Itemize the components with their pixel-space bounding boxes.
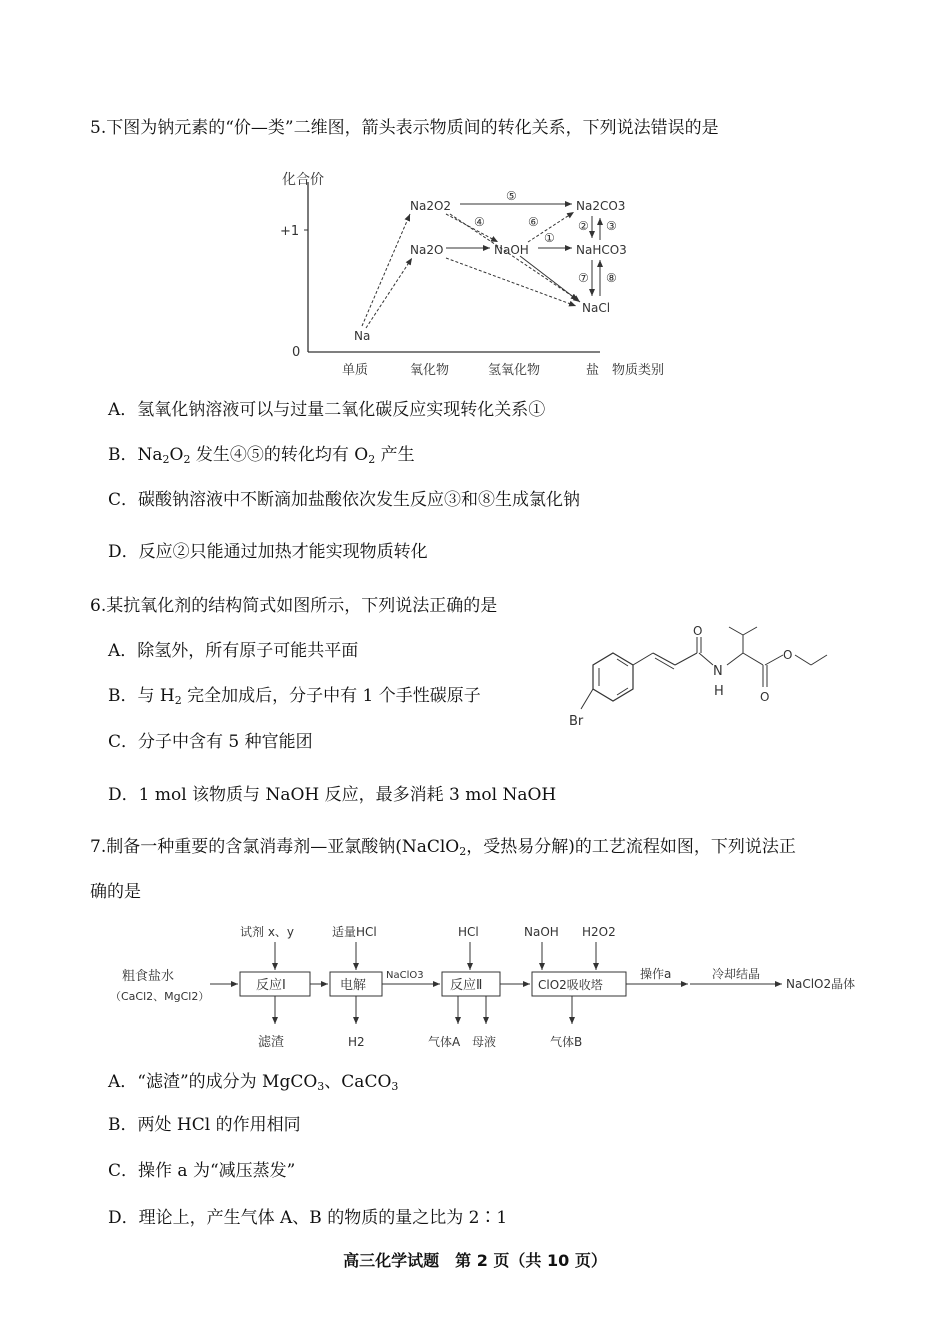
- q7-option-a: A．“滤渣”的成分为 MgCO$_3$、CaCO$_3$: [108, 1072, 399, 1093]
- q5-valence-class-diagram: [270, 162, 690, 382]
- flow-hcl: HCl: [458, 925, 479, 939]
- flow-reagent-xy: 试剂 x、y: [240, 925, 295, 939]
- q5-option-c: C．碳酸钠溶液中不断滴加盐酸依次发生反应③和⑧生成氯化钠: [108, 490, 581, 510]
- flow-h2o2: H2O2: [582, 925, 616, 939]
- species-naoh: NaOH: [494, 243, 529, 257]
- flow-naoh: NaOH: [524, 925, 559, 939]
- page-footer: 高三化学试题 第 2 页（共 10 页）: [343, 1251, 607, 1270]
- q5-option-a: A．氢氧化钠溶液可以与过量二氧化碳反应实现转化关系①: [108, 400, 546, 420]
- label-r7: ⑦: [578, 271, 589, 285]
- label-r2: ②: [578, 219, 589, 233]
- label-r1: ①: [544, 231, 555, 245]
- q7-process-flowchart: [110, 920, 890, 1060]
- species-nacl: NaCl: [582, 301, 611, 315]
- atom-n: N: [713, 664, 723, 679]
- flow-cooling: 冷却结晶: [712, 967, 761, 981]
- flow-box-absorber: ClO2吸收塔: [538, 978, 603, 992]
- atom-br: Br: [569, 714, 584, 729]
- flow-product: NaClO2晶体: [786, 977, 856, 991]
- q6-option-d: D．1 mol 该物质与 NaOH 反应，最多消耗 3 mol NaOH: [108, 785, 557, 805]
- q6-stem: 6.某抗氧化剂的结构简式如图所示，下列说法正确的是: [90, 596, 498, 616]
- atom-o1: O: [693, 625, 703, 638]
- flow-out-gas-a: 气体A: [428, 1035, 461, 1049]
- q7-option-d: D．理论上，产生气体 A、B 的物质的量之比为 2∶1: [108, 1208, 508, 1228]
- flow-out-residue: 滤渣: [258, 1035, 285, 1050]
- flow-out-h2: H2: [348, 1035, 365, 1049]
- flow-operation-a: 操作a: [640, 967, 672, 981]
- flow-box-electrolysis: 电解: [340, 978, 367, 993]
- q6-option-a: A．除氢外，所有原子可能共平面: [108, 641, 359, 661]
- atom-o2: O: [760, 690, 770, 704]
- q6-structure-formula: [565, 625, 835, 735]
- q6-option-c: C．分子中含有 5 种官能团: [108, 732, 313, 752]
- q7-stem-line2: 确的是: [90, 882, 141, 902]
- x-cat-element: 单质: [342, 363, 369, 378]
- x-cat-oxide: 氧化物: [410, 363, 450, 378]
- q7-option-c: C．操作 a 为“减压蒸发”: [108, 1161, 296, 1181]
- flow-box-reaction2: 反应Ⅱ: [450, 978, 483, 993]
- species-na2co3: Na2CO3: [576, 199, 626, 213]
- y-tick-plus1: +1: [280, 224, 300, 239]
- x-axis-label: 物质类别: [612, 363, 665, 378]
- q7-stem-line1: 7.制备一种重要的含氯消毒剂—亚氯酸钠(NaClO$_2$，受热易分解)的工艺流程如图，下列说法正: [90, 837, 796, 858]
- x-cat-hydroxide: 氢氧化物: [488, 363, 541, 378]
- label-r8: ⑧: [606, 271, 617, 285]
- q5-option-d: D．反应②只能通过加热才能实现物质转化: [108, 542, 428, 562]
- flow-start-1: 粗食盐水: [122, 969, 175, 984]
- flow-box-reaction1: 反应Ⅰ: [256, 978, 286, 993]
- label-r4: ④: [474, 215, 485, 229]
- q5-option-b: B．$Na_2O_2$ 发生④⑤的转化均有 $O_2$ 产生: [108, 445, 415, 466]
- label-r3: ③: [606, 219, 617, 233]
- y-tick-0: 0: [292, 345, 301, 360]
- species-nahco3: NaHCO3: [576, 243, 627, 257]
- label-r5: ⑤: [506, 189, 517, 203]
- q6-option-b: B．与 $H_2$ 完全加成后，分子中有 1 个手性碳原子: [108, 686, 481, 707]
- species-na: Na: [354, 329, 371, 343]
- flow-out-gas-b: 气体B: [550, 1035, 583, 1049]
- q5-stem: 5.下图为钠元素的“价—类”二维图，箭头表示物质间的转化关系，下列说法错误的是: [90, 118, 719, 138]
- y-axis-label: 化合价: [282, 172, 324, 188]
- atom-h: H: [714, 684, 724, 699]
- flow-naclo3: NaClO3: [386, 970, 424, 981]
- label-r6: ⑥: [528, 215, 539, 229]
- flow-start-2: （CaCl2、MgCl2）: [110, 990, 210, 1003]
- species-na2o: Na2O: [410, 243, 444, 257]
- flow-hcl-excess: 适量HCl: [332, 925, 377, 939]
- x-cat-salt: 盐: [586, 363, 600, 378]
- flow-out-mother-liquor: 母液: [472, 1035, 497, 1049]
- atom-o3: O: [783, 648, 793, 662]
- q7-option-b: B．两处 HCl 的作用相同: [108, 1115, 301, 1135]
- species-na2o2: Na2O2: [410, 199, 452, 213]
